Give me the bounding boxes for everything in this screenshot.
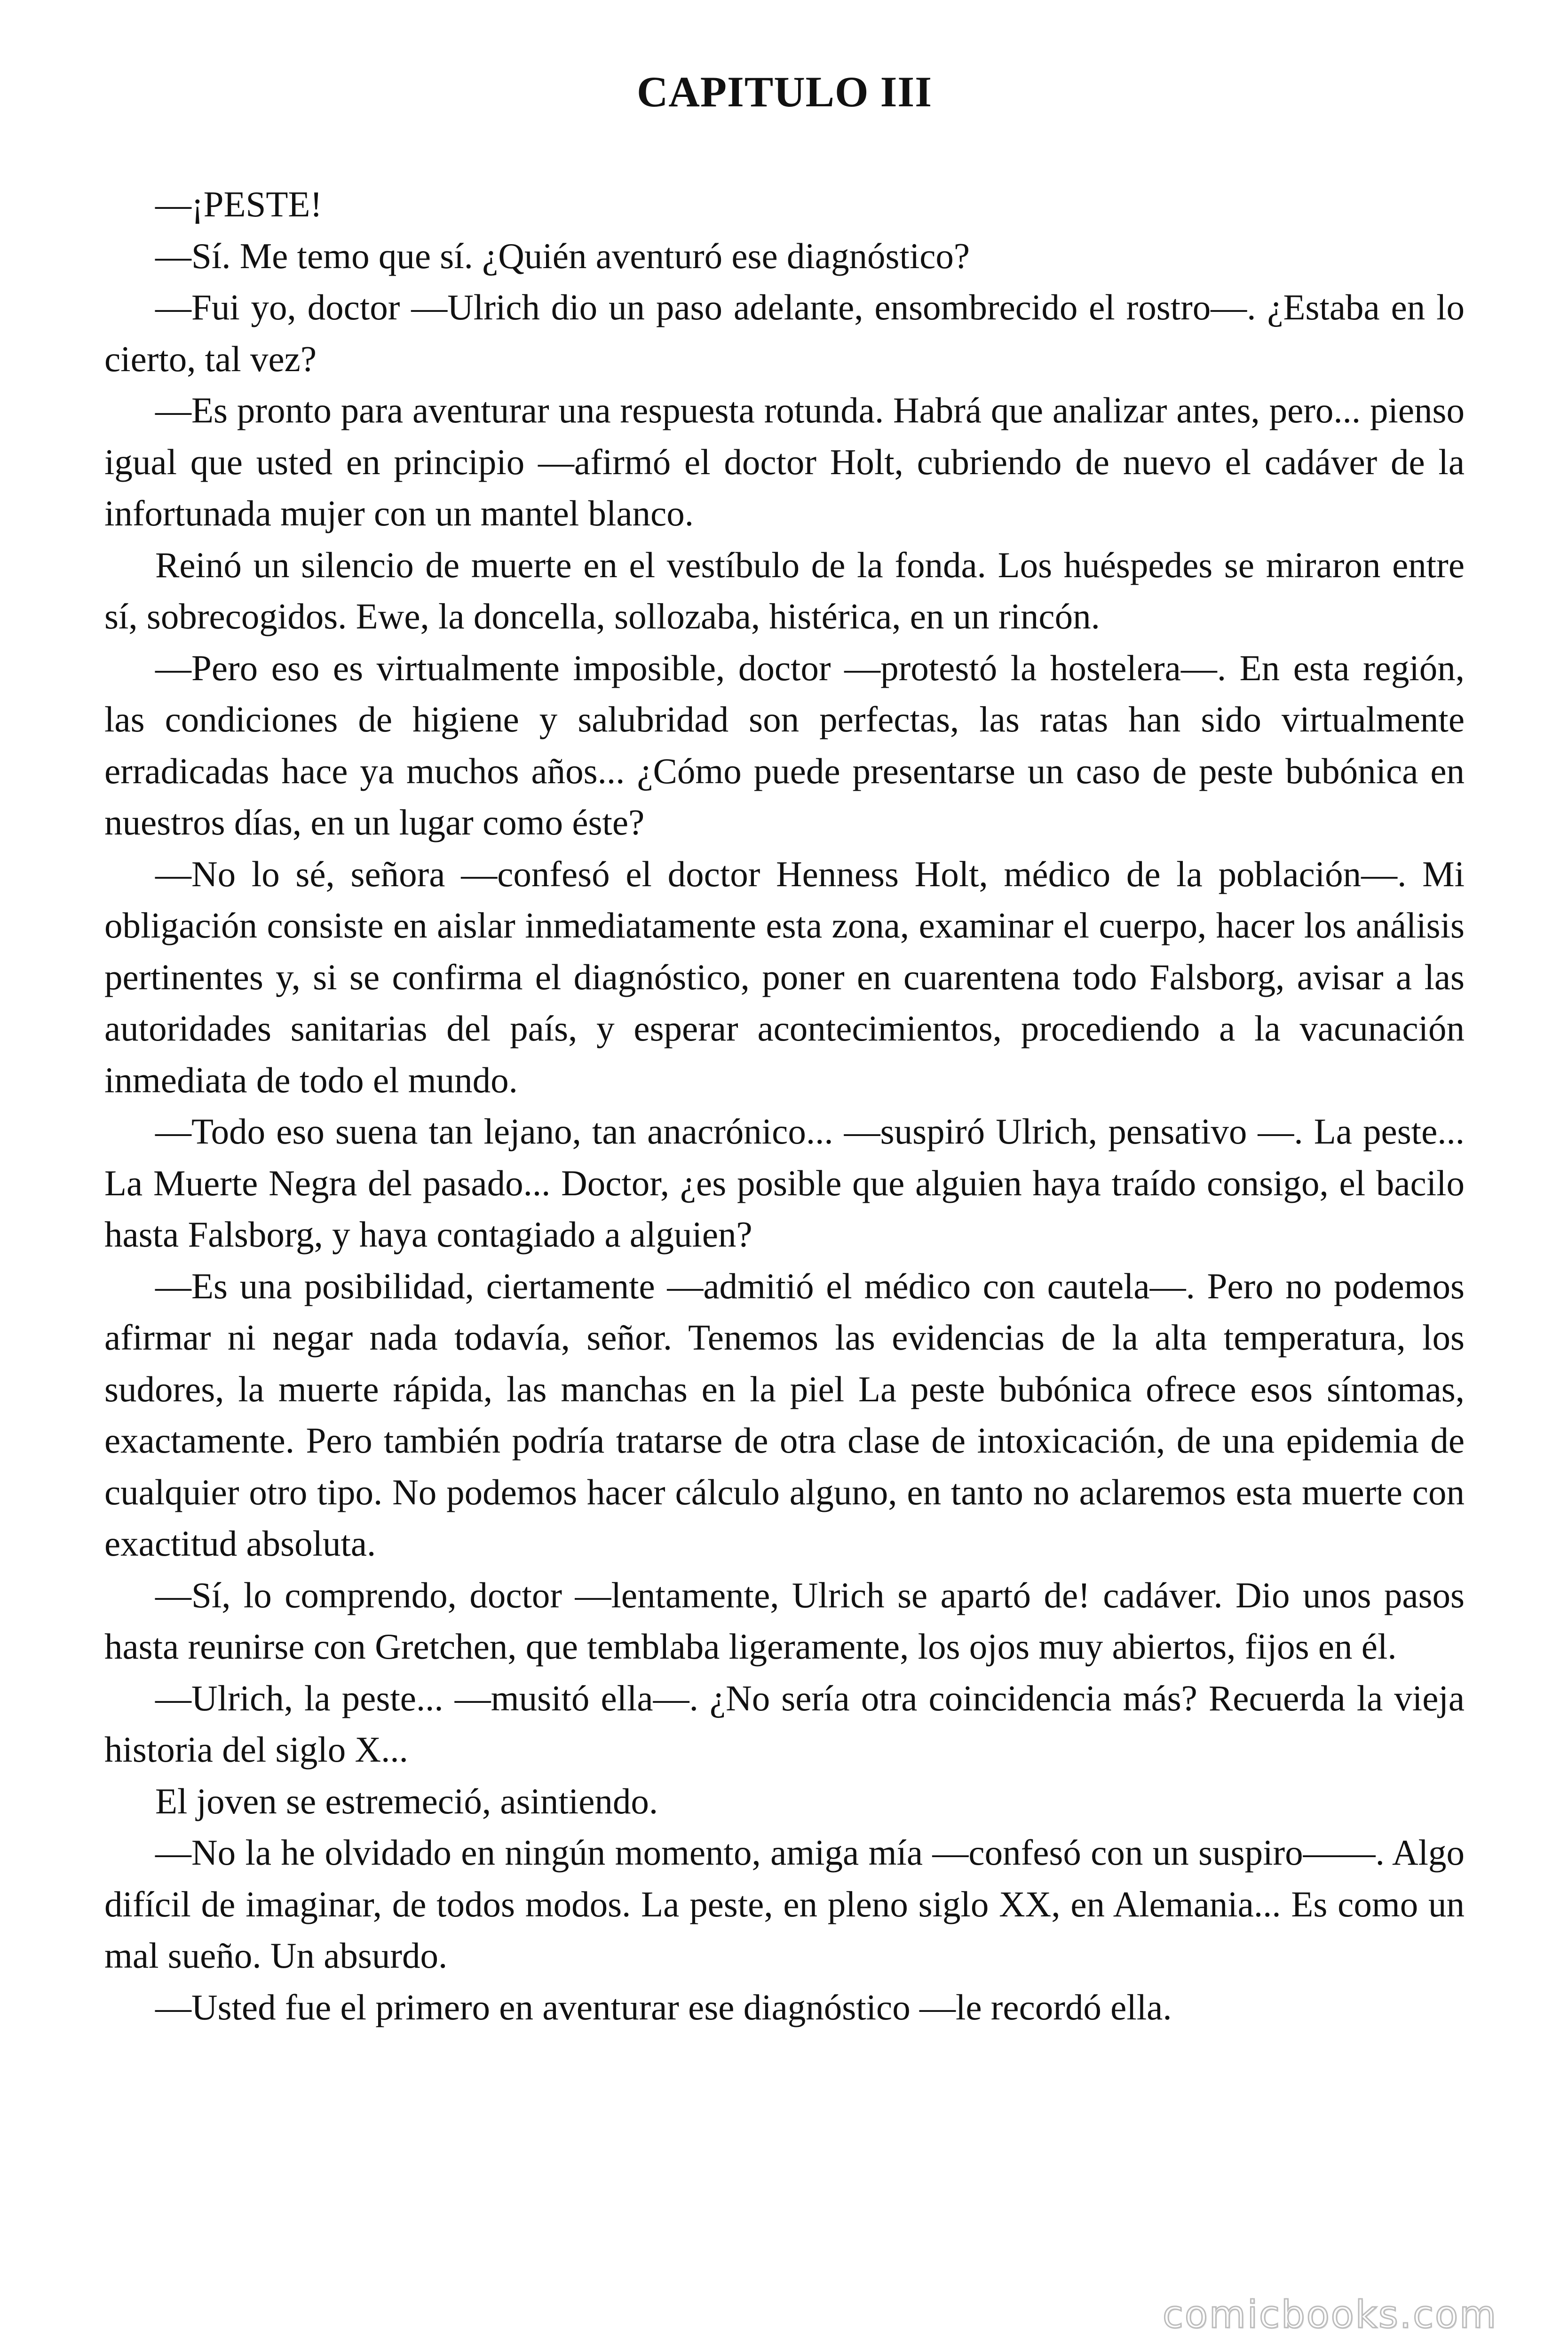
paragraph-2: —Sí. Me temo que sí. ¿Quién aventuró ese diagnóstico? xyxy=(155,235,970,276)
paragraph-6: —Pero eso es virtualmente imposible, doctor —protestó la hostelera—. En esta región, las condiciones de higiene y salubridad son perfectas, las ratas han sido virtualmente erradicadas hace ya muchos años... ¿Cómo puede presentarse un caso de peste bubónica en nuestros días, en un lugar como éste? xyxy=(104,647,1465,842)
paragraph-8: —Todo eso suena tan lejano, tan anacrónico... —suspiró Ulrich, pensativo —. La peste... La Muerte Negra del pasado... Doctor, ¿es posible que alguien haya traído consigo, el bacilo hasta Falsborg, y haya contagiado a alguien? xyxy=(104,1111,1465,1255)
paragraph-4: —Es pronto para aventurar una respuesta rotunda. Habrá que analizar antes, pero... pienso igual que usted en principio —afirmó el doctor Holt, cubriendo de nuevo el cadáver de la infortunada mujer con un mantel blanco. xyxy=(104,390,1465,533)
paragraph-5: Reinó un silencio de muerte en el vestíbulo de la fonda. Los huéspedes se miraron entre sí, sobrecogidos. Ewe, la doncella, sollozaba, histérica, en un rincón. xyxy=(104,544,1465,636)
paragraph-3: —Fui yo, doctor —Ulrich dio un paso adelante, ensombrecido el rostro—. ¿Estaba en lo cierto, tal vez? xyxy=(104,287,1465,379)
chapter-body xyxy=(104,179,1465,2033)
paragraph-10: —Sí, lo comprendo, doctor —lentamente, Ulrich se apartó de! cadáver. Dio unos pasos hasta reunirse con Gretchen, que temblaba ligeramente, los ojos muy abiertos, fijos en él. xyxy=(104,1574,1465,1667)
paragraph-12: El joven se estremeció, asintiendo. xyxy=(155,1780,658,1821)
paragraph-14: —Usted fue el primero en aventurar ese diagnóstico —le recordó ella. xyxy=(155,1986,1172,2027)
paragraph-1: —¡PESTE! xyxy=(155,184,323,224)
site-watermark: comicbooks.com xyxy=(1162,2293,1497,2336)
chapter-title: CAPITULO III xyxy=(636,68,932,116)
paragraph-11: —Ulrich, la peste... —musitó ella—. ¿No sería otra coincidencia más? Recuerda la vieja historia del siglo X... xyxy=(104,1677,1465,1770)
paragraph-9: —Es una posibilidad, ciertamente —admitió el médico con cautela—. Pero no podemos afirmar ni negar nada todavía, señor. Tenemos las evidencias de la alta temperatura, los sudores, la muerte rápida, las manchas en la piel La peste bubónica ofrece esos síntomas, exactamente. Pero también podría tratarse de otra clase de intoxicación, de una epidemia de cualquier otro tipo. No podemos hacer cálculo alguno, en tanto no aclaremos esta muerte con exactitud absoluta. xyxy=(104,1265,1465,1564)
paragraph-13: —No la he olvidado en ningún momento, amiga mía —confesó con un suspiro——. Algo difícil de imaginar, de todos modos. La peste, en pleno siglo XX, en Alemania... Es como un mal sueño. Un absurdo. xyxy=(104,1832,1465,1976)
paragraph-7: —No lo sé, señora —confesó el doctor Henness Holt, médico de la población—. Mi obligación consiste en aislar inmediatamente esta zona, examinar el cuerpo, hacer los análisis pertinentes y, si se confirma el diagnóstico, poner en cuarentena todo Falsborg, avisar a las autoridades sanitarias del país, y esperar acontecimientos, procediendo a la vacunación inmediata de todo el mundo. xyxy=(104,853,1465,1100)
